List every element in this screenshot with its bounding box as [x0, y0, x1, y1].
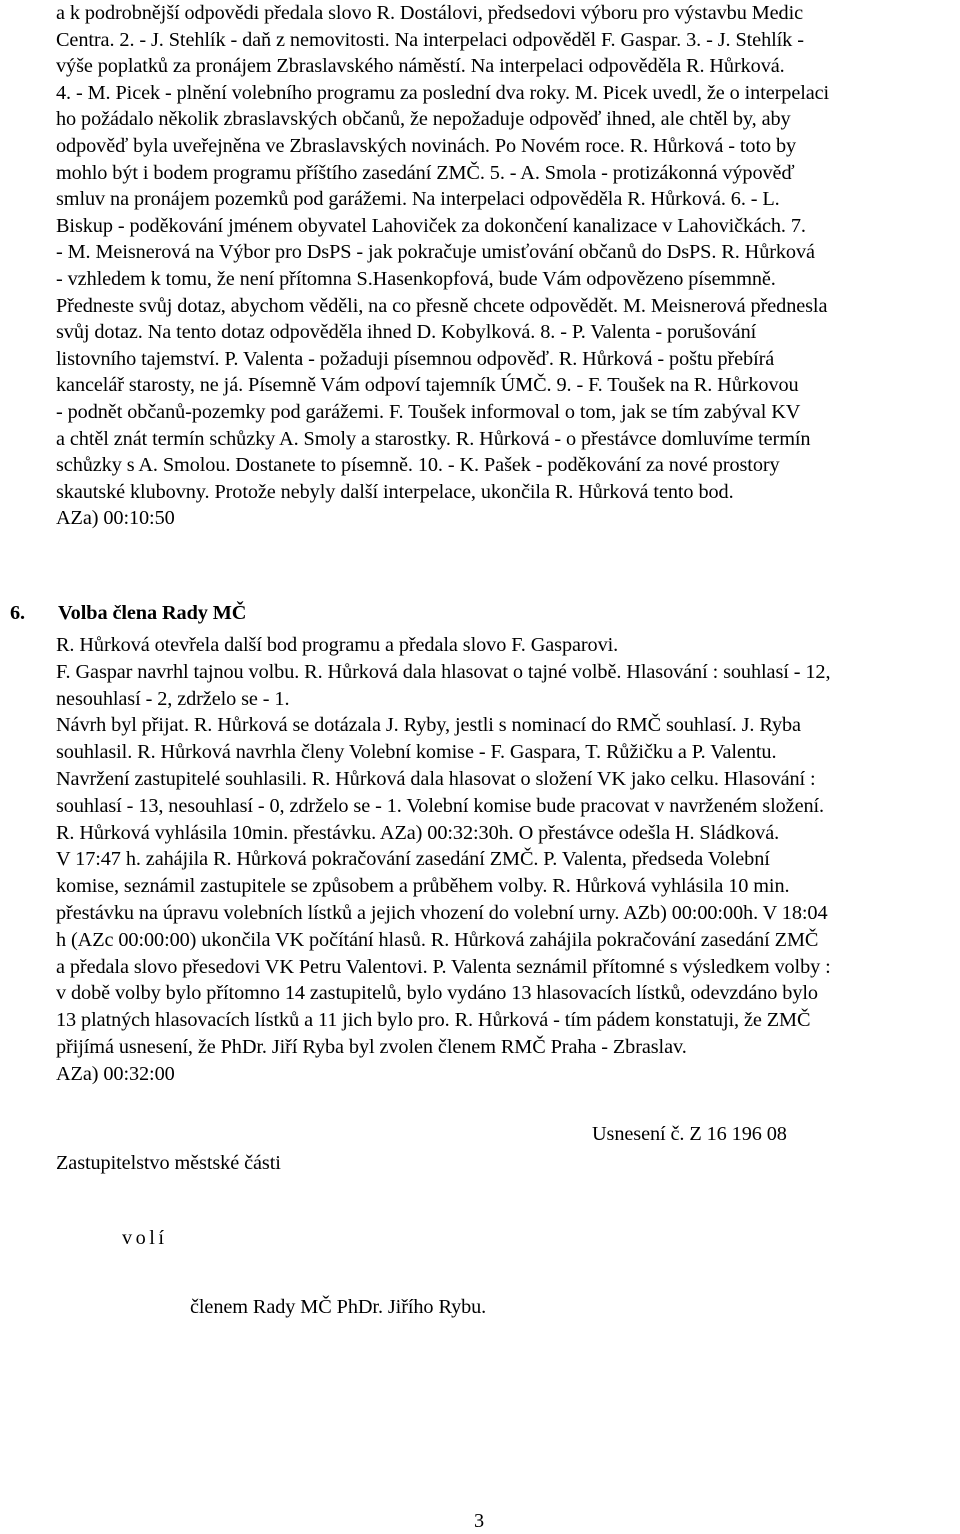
- section-number: 6.: [10, 602, 26, 624]
- text-line: listovního tajemství. P. Valenta - požaduji písemnou odpověď. R. Hůrková - poštu přebírá: [56, 347, 775, 370]
- text-line: souhlasil. R. Hůrková navrhla členy Volební komise - F. Gaspara, T. Růžičku a P. Valentu.: [56, 741, 777, 764]
- text-line: mohlo být i bodem programu příštího zasedání ZMČ. 5. - A. Smola - protizákonná výpověď: [56, 161, 795, 184]
- text-line: a předala slovo přesedovi VK Petru Valentovi. P. Valenta seznámil přítomné s výsledkem volby :: [56, 955, 831, 978]
- text-line: h (AZc 00:00:00) ukončila VK počítání hlasů. R. Hůrková zahájila pokračování zasedání ZMČ: [56, 928, 819, 951]
- text-line: AZa) 00:10:50: [56, 507, 175, 530]
- text-line: výše poplatků za pronájem Zbraslavského náměstí. Na interpelaci odpověděla R. Hůrková.: [56, 55, 785, 78]
- text-line: přestávku na úpravu volebních lístků a jejich vhození do volební urny. AZb) 00:00:00h. V 18:04: [56, 902, 828, 924]
- text-line: svůj dotaz. Na tento dotaz odpověděla ihned D. Kobylková. 8. - P. Valenta - porušování: [56, 321, 757, 344]
- text-line: Biskup - poděkování jménem obyvatel Lahoviček za dokončení kanalizace v Lahovičkách. 7.: [56, 214, 806, 237]
- text-line: kancelář starosty, ne já. Písemně Vám odpoví tajemník ÚMČ. 9. - F. Toušek na R. Hůrkovou: [56, 374, 799, 397]
- resolution-verb: volí: [122, 1227, 168, 1249]
- text-line: R. Hůrková vyhlásila 10min. přestávku. AZa) 00:32:30h. O přestávce odešla H. Sládková.: [56, 821, 780, 844]
- text-line: a k podrobnější odpovědi předala slovo R. Dostálovi, předsedovi výboru pro výstavbu Medic: [56, 2, 804, 24]
- text-line: nesouhlasí - 2, zdrželo se - 1.: [56, 687, 290, 710]
- text-line: - M. Meisnerová na Výbor pro DsPS - jak pokračuje umisťování občanů do DsPS. R. Hůrková: [56, 241, 815, 264]
- text-line: R. Hůrková otevřela další bod programu a předala slovo F. Gasparovi.: [56, 634, 619, 656]
- text-line: V 17:47 h. zahájila R. Hůrková pokračování zasedání ZMČ. P. Valenta, předseda Volební: [56, 848, 770, 871]
- resolution-number: Usnesení č. Z 16 196 08: [592, 1123, 787, 1145]
- text-line: komise, seznámil zastupitele se způsobem a průběhem volby. R. Hůrková vyhlásila 10 min.: [56, 875, 790, 898]
- text-line: - podnět občanů-pozemky pod garážemi. F. Toušek informoval o tom, jak se tím zabýval KV: [56, 401, 801, 423]
- text-line: odpověď byla uveřejněna ve Zbraslavských novinách. Po Novém roce. R. Hůrková - toto by: [56, 135, 797, 157]
- text-line: smluv na pronájem pozemků pod garážemi. Na interpelaci odpověděla R. Hůrková. 6. - L.: [56, 188, 780, 211]
- text-line: AZa) 00:32:00: [56, 1062, 175, 1085]
- text-line: 13 platných hlasovacích lístků a 11 jich bylo pro. R. Hůrková - tím pádem konstatuji, že ZMČ: [56, 1009, 811, 1032]
- text-line: souhlasí - 13, nesouhlasí - 0, zdrželo se - 1. Volební komise bude pracovat v navrženém složení.: [56, 794, 825, 817]
- text-line: Předneste svůj dotaz, abychom věděli, na co přesně chcete odpovědět. M. Meisnerová přednesla: [56, 294, 828, 317]
- text-line: skautské klubovny. Protože nebyly další interpelace, ukončila R. Hůrková tento bod.: [56, 480, 734, 503]
- text-line: 4. - M. Picek - plnění volebního programu za poslední dva roky. M. Picek uvedl, že o interpelaci: [56, 81, 830, 104]
- text-line: Centra. 2. - J. Stehlík - daň z nemovitosti. Na interpelaci odpověděl F. Gaspar. 3. - J. Stehlík -: [56, 28, 804, 51]
- section-heading: [10, 600, 246, 626]
- page-number: 3: [474, 1510, 485, 1532]
- text-line: - vzhledem k tomu, že není přítomna S.Hasenkopfová, bude Vám odpovězeno písemmně.: [56, 268, 776, 290]
- resolution-body-name: Zastupitelstvo městské části: [56, 1152, 281, 1174]
- text-line: přijímá usnesení, že PhDr. Jiří Ryba byl zvolen členem RMČ Praha - Zbraslav.: [56, 1036, 687, 1058]
- text-line: Navržení zastupitelé souhlasili. R. Hůrková dala hlasovat o složení VK jako celku. Hlasování :: [56, 768, 816, 790]
- section-title: Volba člena Rady MČ: [58, 602, 247, 624]
- text-line: F. Gaspar navrhl tajnou volbu. R. Hůrková dala hlasovat o tajné volbě. Hlasování : souhlasí - 12,: [56, 660, 831, 683]
- text-line: Návrh byl přijat. R. Hůrková se dotázala J. Ryby, jestli s nominací do RMČ souhlasí. J. Ryba: [56, 714, 801, 737]
- text-line: v době volby bylo přítomno 14 zastupitelů, bylo vydáno 13 hlasovacích lístků, odevzdáno bylo: [56, 982, 818, 1005]
- resolution-elects: členem Rady MČ PhDr. Jiřího Rybu.: [190, 1296, 487, 1318]
- text-line: schůzky s A. Smolou. Dostanete to písemně. 10. - K. Pašek - poděkování za nové prostory: [56, 454, 780, 477]
- text-line: a chtěl znát termín schůzky A. Smoly a starostky. R. Hůrková - o přestávce domluvíme termín: [56, 427, 811, 450]
- text-line: ho požádalo několik zbraslavských občanů, že nepožaduje odpověď ihned, ale chtěl by, aby: [56, 108, 791, 131]
